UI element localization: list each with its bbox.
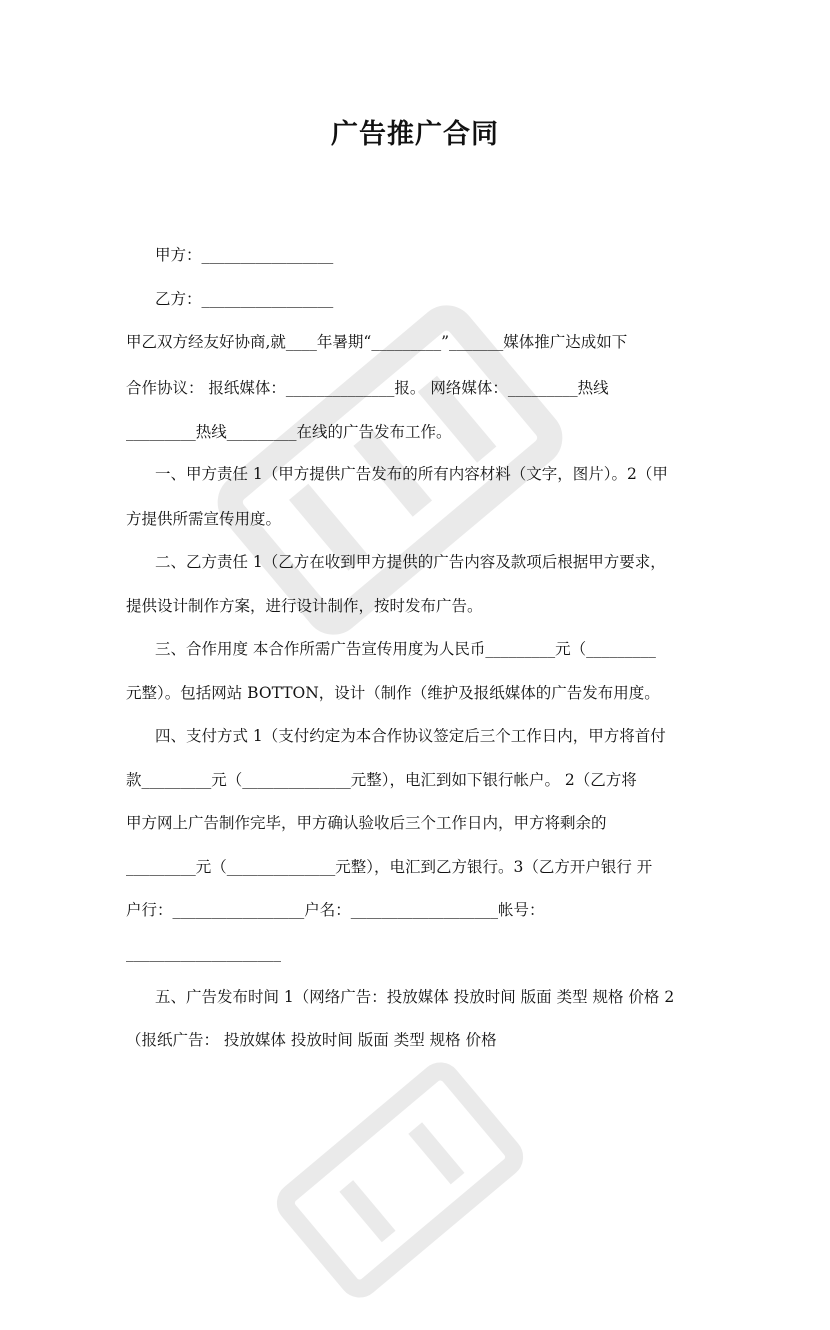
clause-4-line-3: 甲方网上广告制作完毕，甲方确认验收后三个工作日内，甲方将剩余的	[126, 814, 607, 832]
clause-4-line-6: ____________________	[126, 944, 281, 962]
clause-2-line-2: 提供设计制作方案，进行设计制作，按时发布广告。	[126, 597, 483, 615]
document-title: 广告推广合同	[331, 119, 499, 150]
watermark-logo-bottom-icon	[250, 1030, 550, 1330]
clause-2-line-1: 二、乙方责任 1（乙方在收到甲方提供的广告内容及款项后根据甲方要求，	[155, 553, 666, 571]
clause-3-line-2: 元整）。包括网站 BOTTON，设计（制作（维护及报纸媒体的广告发布用度。	[126, 684, 660, 702]
clause-5-line-2: （报纸广告： 投放媒体 投放时间 版面 类型 规格 价格	[126, 1031, 497, 1049]
clause-4-line-5: 户行：_________________户名：___________________帐号：	[126, 901, 545, 919]
intro-line-2: 合作协议： 报纸媒体：______________报。 网络媒体：_________热线	[126, 379, 609, 397]
intro-line-1: 甲乙双方经友好协商,就____年暑期“_________”_______媒体推广达成如下	[126, 333, 628, 351]
intro-line-3: _________热线_________在线的广告发布工作。	[126, 423, 452, 441]
clause-4-line-2: 款_________元（______________元整），电汇到如下银行帐户。 2（乙方将	[126, 771, 637, 789]
clause-4-line-1: 四、支付方式 1（支付约定为本合作协议签定后三个工作日内，甲方将首付	[155, 727, 666, 745]
clause-3-line-1: 三、合作用度 本合作所需广告宣传用度为人民币_________元（_________	[155, 640, 656, 658]
party-a-line: 甲方：_________________	[155, 246, 334, 264]
clause-5-line-1: 五、广告发布时间 1（网络广告：投放媒体 投放时间 版面 类型 规格 价格 2	[155, 988, 675, 1006]
clause-4-line-4: _________元（______________元整），电汇到乙方银行。3（乙方开户银行 开	[126, 858, 653, 876]
clause-1-line-2: 方提供所需宣传用度。	[126, 510, 282, 528]
clause-1-line-1: 一、甲方责任 1（甲方提供广告发布的所有内容材料（文字，图片）。2（甲	[155, 465, 668, 483]
party-b-line: 乙方：_________________	[155, 290, 334, 308]
